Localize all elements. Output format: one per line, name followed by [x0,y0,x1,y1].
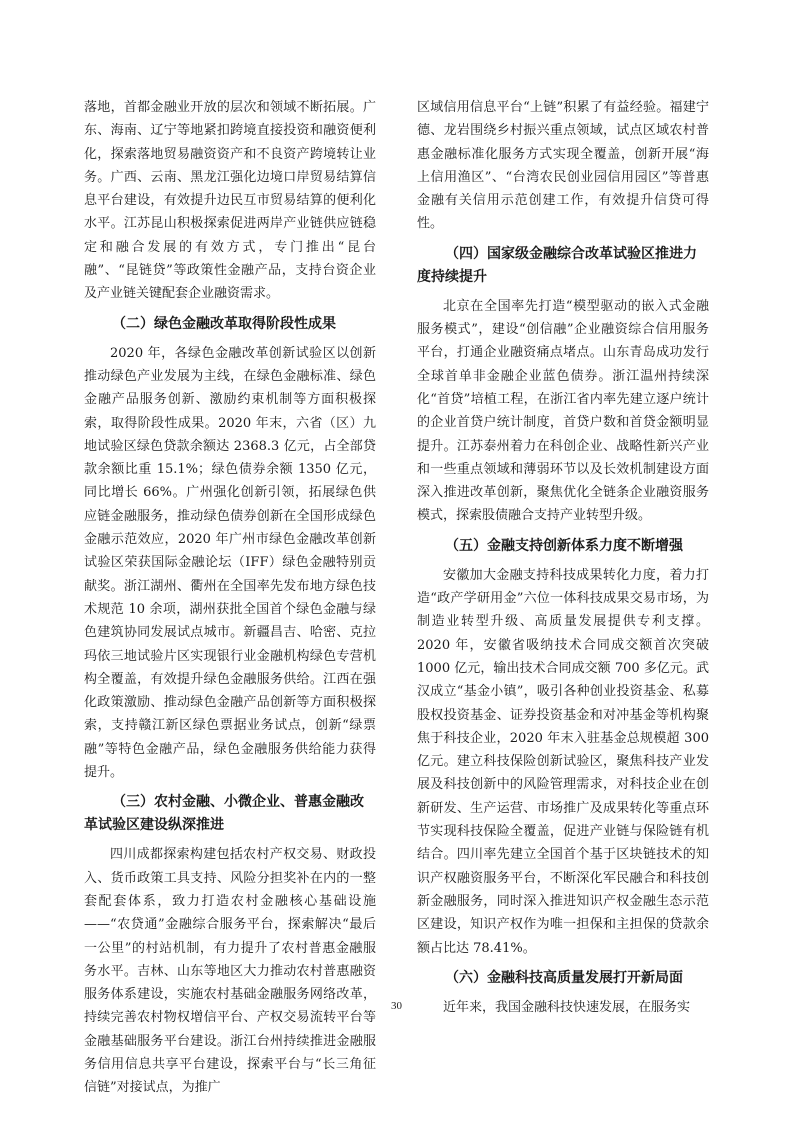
paragraph: 2020 年，各绿色金融改革创新试验区以创新推动绿色产业发展为主线，在绿色金融标准、绿色金融产品服务创新、激励约束机制等方面积极探索，取得阶段性成果。2020 年末，六省（区）九地试验区绿色贷款余额达 2368.3 亿元，占全部贷款余额比重 15.1%；绿色债券余额 1350 亿元，同比增长 66%。广州强化创新引领，拓展绿色供应链金融服务，推动绿色债券创新在全国形成绿色金融示范效应，2020 年广州市绿色金融改革创新试验区荣获国际金融论坛（IFF）绿色金融特别贡献奖。浙江湖州、衢州在全国率先发布地方绿色技术规范 10 余项，湖州获批全国首个绿色金融与绿色建筑协同发展试点城市。新疆昌吉、哈密、克拉玛依三地试验片区实现银行业金融机构绿色专营机构全覆盖，有效提升绿色金融服务供给。江西在强化政策激励、推动绿色金融产品创新等方面积极探索，支持赣江新区绿色票据业务试点，创新“绿票融”等特色金融产品，绿色金融服务供给能力获得提升。 [84,345,376,781]
paragraph: 四川成都探索构建包括农村产权交易、财政投入、货币政策工具支持、风险分担奖补在内的一整套配套体系，致力打造农村金融核心基础设施——“农贷通”金融综合服务平台，探索解决“最后一公里”的村站机制，有力提升了农村普惠金融服务水平。吉林、山东等地区大力推动农村普惠融资服务体系建设，实施农村基础金融服务网络改革，持续完善农村物权增信平台、产权交易流转平台等金融基础服务平台建设。浙江台州持续推进金融服务信用信息共享平台建设，探索平台与“长三角征信链”对接试点，为推广 [84,847,376,1096]
section-heading: （三）农村金融、小微企业、普惠金融改革试验区建设纵深推进 [84,794,364,834]
paragraph: 近年来，我国金融科技快速发展，在服务实 [443,999,691,1015]
paragraph: 区域信用信息平台“上链”积累了有益经验。福建宁德、龙岩围绕乡村振兴重点领域，试点区域农村普惠金融标准化服务方式实现全覆盖，创新开展“海上信用渔区”、“台湾农民创业园信用园区”等普惠金融有关信用示范创建工作，有效提升信贷可得性。 [417,100,709,232]
left-column [84,96,376,1100]
right-column [417,96,709,1019]
page-number: 30 [391,1000,402,1012]
paragraph: 落地，首都金融业开放的层次和领域不断拓展。广东、海南、辽宁等地紧扣跨境直接投资和融资便利化，探索落地贸易融资资产和不良资产跨境转让业务。广西、云南、黑龙江强化边境口岸贸易结算信息平台建设，有效提升边民互市贸易结算的便利化水平。江苏昆山积极探索促进两岸产业链供应链稳定和融合发展的有效方式，专门推出“昆台融”、“昆链贷”等政策性金融产品，支持台资企业及产业链关键配套企业融资需求。 [84,100,376,302]
paragraph: 北京在全国率先打造“模型驱动的嵌入式金融服务模式”，建设“创信融”企业融资综合信用服务平台，打通企业融资痛点堵点。山东青岛成功发行全球首单非金融企业蓝色债券。浙江温州持续深化“首贷”培植工程，在浙江省内率先建立逐户统计的企业首贷户统计制度，首贷户数和首贷金额明显提升。江苏泰州着力在科创企业、战略性新兴产业和一些重点领域和薄弱环节以及长效机制建设方面深入推进改革创新，聚焦优化全链条企业融资服务模式，探索股债融合支持产业转型升级。 [417,298,709,524]
paragraph: 安徽加大金融支持科技成果转化力度，着力打造“政产学研用金”六位一体科技成果交易市场，为制造业转型升级、高质量发展提供专利支撑。2020 年，安徽省吸纳技术合同成交额首次突破 1000 亿元，输出技术合同成交额 700 多亿元。武汉成立“基金小镇”，吸引各种创业投资基金、私募股权投资基金、证券投资基金和对冲基金等机构聚焦于科技企业，2020 年末入驻基金总规模超 300 亿元。建立科技保险创新试验区，聚焦科技产业发展及科技创新中的风险管理需求，对科技企业在创新研发、生产运营、市场推广及成果转化等重点环节实现科技保险全覆盖，促进产业链与保险链有机结合。四川率先建立全国首个基于区块链技术的知识产权融资服务平台，不断深化军民融合和科技创新金融服务，同时深入推进知识产权金融生态示范区建设，知识产权作为唯一担保和主担保的贷款余额占比达 78.41%。 [417,567,709,956]
section-heading: （二）绿色金融改革取得阶段性成果 [112,315,336,332]
section-heading: （五）金融支持创新体系力度不断增强 [445,537,683,554]
section-heading: （四）国家级金融综合改革试验区推进力度持续提升 [417,245,697,285]
section-heading: （六）金融科技高质量发展打开新局面 [445,969,683,986]
